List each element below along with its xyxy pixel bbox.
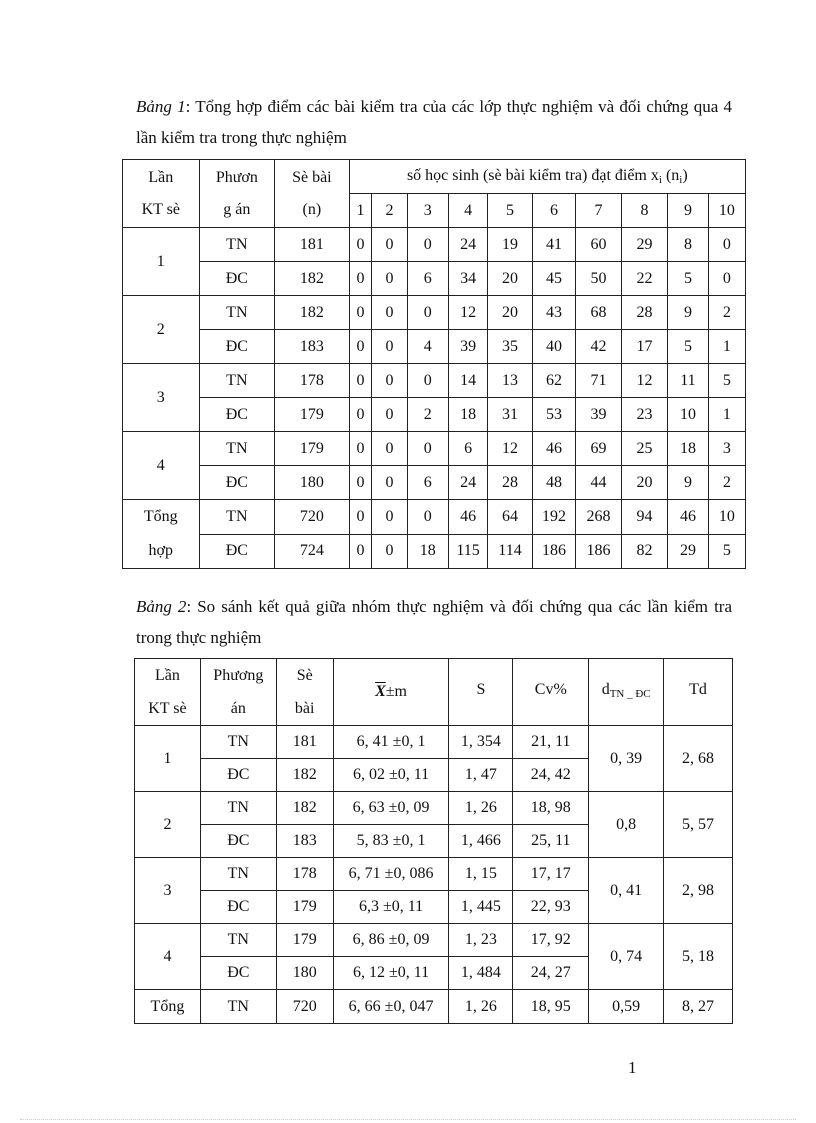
t1-header-score-span: số học sinh (sè bài kiểm tra) đạt điểm $x_i$ $(n_i)$ [349,160,745,194]
t1-cell: 20 [621,466,668,500]
t1-cell: 3 [708,432,745,466]
t1-cell: 18 [407,534,448,569]
t2-mean: 5, 83 ±0, 1 [333,825,449,858]
table2-caption [136,591,732,653]
table-row [135,858,733,891]
t1-cell: 82 [621,534,668,569]
t1-cell: 10 [668,398,708,432]
t1-score-header: 9 [668,194,708,228]
t2-total-s: 1, 26 [449,990,513,1024]
t1-cell: 4 [407,330,448,364]
t1-cell: 0 [407,228,448,262]
t1-cell: 0 [349,228,372,262]
t1-cell: 34 [448,262,487,296]
t2-mean: 6, 02 ±0, 11 [333,759,449,792]
t2-group-label: 2 [135,792,201,858]
t1-cell: 0 [372,228,407,262]
t2-mean: 6, 63 ±0, 09 [333,792,449,825]
t1-count: 181 [275,228,350,262]
t2-s: 1, 354 [449,726,513,759]
t1-cell: 2 [708,466,745,500]
t1-cell: 18 [668,432,708,466]
t1-count: 182 [275,296,350,330]
t1-method: TN [199,296,275,330]
t1-method: TN [199,364,275,398]
t1-cell: 0 [372,432,407,466]
t1-cell: 28 [621,296,668,330]
t2-s: 1, 466 [449,825,513,858]
t2-method: ĐC [200,957,276,990]
table-row [123,534,746,569]
table1-score-distribution [122,159,746,569]
t1-cell: 5 [708,364,745,398]
t2-mean: 6, 41 ±0, 1 [333,726,449,759]
t1-cell: 115 [448,534,487,569]
t1-cell: 0 [372,500,407,535]
t2-s: 1, 445 [449,891,513,924]
t2-total-label: Tổng [135,990,201,1024]
t1-cell: 114 [488,534,533,569]
table1-caption [136,91,732,153]
t1-cell: 9 [668,296,708,330]
table2-caption-label: Bảng 2 [136,597,187,616]
t1-cell: 20 [488,296,533,330]
t1-cell: 46 [448,500,487,535]
t1-cell: 6 [448,432,487,466]
t1-count: 179 [275,432,350,466]
t2-s: 1, 15 [449,858,513,891]
t1-cell: 40 [532,330,575,364]
t2-total-td: 8, 27 [664,990,733,1024]
t1-count: 183 [275,330,350,364]
t2-cv: 18, 98 [513,792,589,825]
t2-total-d: 0,59 [589,990,664,1024]
t1-cell: 12 [621,364,668,398]
t2-s: 1, 484 [449,957,513,990]
page-number: 1 [628,1058,637,1077]
t1-header-phuongan: Phươn g án [199,160,275,228]
table1-caption-label: Bảng 1 [136,97,186,116]
t1-cell: 1 [708,398,745,432]
t1-method: TN [199,432,275,466]
t1-cell: 0 [407,432,448,466]
t2-cv: 17, 17 [513,858,589,891]
t1-cell: 62 [532,364,575,398]
table-row-total [135,990,733,1024]
t2-total-cv: 18, 95 [513,990,589,1024]
t1-cell: 0 [349,262,372,296]
t1-score-header: 4 [448,194,487,228]
t1-cell: 0 [708,262,745,296]
t1-cell: 5 [708,534,745,569]
t1-cell: 0 [372,330,407,364]
t1-cell: 64 [488,500,533,535]
t2-cv: 24, 42 [513,759,589,792]
t1-cell: 12 [488,432,533,466]
table-row [123,432,746,466]
t2-group-label: 3 [135,858,201,924]
t2-count: 178 [276,858,333,891]
t1-score-header: 6 [532,194,575,228]
t1-cell: 25 [621,432,668,466]
t1-cell: 0 [407,296,448,330]
t1-score-header: 1 [349,194,372,228]
t1-cell: 18 [448,398,487,432]
t1-group-label: 2 [123,296,200,364]
t1-cell: 0 [349,466,372,500]
t2-method: ĐC [200,759,276,792]
t1-method: ĐC [199,534,275,569]
t1-cell: 23 [621,398,668,432]
t2-count: 179 [276,924,333,957]
t1-cell: 0 [349,296,372,330]
t1-cell: 0 [372,262,407,296]
t1-cell: 268 [576,500,622,535]
t2-total-mean: 6, 66 ±0, 047 [333,990,449,1024]
t2-cv: 21, 11 [513,726,589,759]
t1-cell: 0 [407,364,448,398]
t2-header-lan: Lần KT sè [135,659,201,726]
t1-cell: 5 [668,262,708,296]
table-row [123,330,746,364]
t2-td: 2, 98 [664,858,733,924]
t2-d: 0, 41 [589,858,664,924]
table-row [135,924,733,957]
t2-method: TN [200,858,276,891]
t1-cell: 22 [621,262,668,296]
table1-caption-text: : Tổng hợp điểm các bài kiểm tra của các lớp thực nghiệm và đối chứng qua 4 lần kiểm tra trong thực nghiệm [136,97,732,147]
t1-cell: 8 [668,228,708,262]
t1-cell: 0 [372,296,407,330]
t2-count: 180 [276,957,333,990]
t1-cell: 50 [576,262,622,296]
t1-group-label: 4 [123,432,200,500]
t1-group-label-line: hợp [148,542,174,559]
t1-cell: 186 [532,534,575,569]
t2-header-mean: $\overline{X}\pm m$ [333,659,449,726]
table-row [123,228,746,262]
t2-td: 5, 18 [664,924,733,990]
t1-method: ĐC [199,466,275,500]
t1-cell: 186 [576,534,622,569]
t1-cell: 0 [349,398,372,432]
t1-cell: 46 [532,432,575,466]
t2-group-label: 4 [135,924,201,990]
t2-count: 181 [276,726,333,759]
t2-header-cv: Cv% [513,659,589,726]
t2-mean: 6, 71 ±0, 086 [333,858,449,891]
t2-d: 0, 74 [589,924,664,990]
t2-td: 5, 57 [664,792,733,858]
t1-header-lan: Lần KT sè [123,160,200,228]
t1-count: 180 [275,466,350,500]
t1-score-header: 7 [576,194,622,228]
t1-cell: 0 [349,500,372,535]
t2-group-label: 1 [135,726,201,792]
t1-cell: 43 [532,296,575,330]
t1-cell: 68 [576,296,622,330]
table-row [135,792,733,825]
t2-cv: 25, 11 [513,825,589,858]
t1-cell: 17 [621,330,668,364]
t1-cell: 28 [488,466,533,500]
t1-cell: 12 [448,296,487,330]
t2-header-td: Td [664,659,733,726]
t1-cell: 0 [407,500,448,535]
t2-mean: 6, 12 ±0, 11 [333,957,449,990]
t1-group-label-line: Tổng [143,508,178,525]
t2-count: 182 [276,792,333,825]
table-row [123,364,746,398]
t1-cell: 0 [349,432,372,466]
t1-count: 720 [275,500,350,535]
t1-cell: 0 [349,534,372,569]
t1-score-header: 2 [372,194,407,228]
t2-count: 183 [276,825,333,858]
table-row [123,262,746,296]
t2-count: 182 [276,759,333,792]
t1-method: ĐC [199,262,275,296]
t1-cell: 24 [448,466,487,500]
t1-score-header: 5 [488,194,533,228]
t1-cell: 39 [448,330,487,364]
t1-cell: 42 [576,330,622,364]
table-row [123,500,746,535]
t1-group-label [123,500,200,569]
t1-method: ĐC [199,330,275,364]
table2-caption-text: : So sánh kết quả giữa nhóm thực nghiệm và đối chứng qua các lần kiểm tra trong thực nghiệm [136,597,732,647]
t2-cv: 22, 93 [513,891,589,924]
t1-cell: 24 [448,228,487,262]
t2-count: 179 [276,891,333,924]
t1-cell: 6 [407,262,448,296]
table2-comparison [134,658,733,1024]
t1-cell: 0 [708,228,745,262]
t1-cell: 39 [576,398,622,432]
t2-header-phuongan: Phương án [200,659,276,726]
t1-cell: 13 [488,364,533,398]
t1-cell: 20 [488,262,533,296]
t2-d: 0, 39 [589,726,664,792]
t1-cell: 48 [532,466,575,500]
t1-method: TN [199,500,275,535]
t2-mean: 6, 86 ±0, 09 [333,924,449,957]
t1-score-header: 3 [407,194,448,228]
t1-group-label: 3 [123,364,200,432]
t1-cell: 192 [532,500,575,535]
t1-cell: 35 [488,330,533,364]
t1-cell: 71 [576,364,622,398]
t1-cell: 14 [448,364,487,398]
t2-td: 2, 68 [664,726,733,792]
t2-header-d: $d_{TN \_ ĐC}$ [589,659,664,726]
t1-cell: 29 [621,228,668,262]
t1-cell: 0 [372,534,407,569]
t1-cell: 41 [532,228,575,262]
t2-header-s: S [449,659,513,726]
t2-total-n: 720 [276,990,333,1024]
t1-method: TN [199,228,275,262]
t1-method: ĐC [199,398,275,432]
t1-cell: 60 [576,228,622,262]
t1-cell: 10 [708,500,745,535]
t1-cell: 11 [668,364,708,398]
t1-cell: 31 [488,398,533,432]
t2-s: 1, 23 [449,924,513,957]
t1-cell: 29 [668,534,708,569]
t1-count: 179 [275,398,350,432]
t2-mean: 6,3 ±0, 11 [333,891,449,924]
t1-cell: 19 [488,228,533,262]
t1-cell: 0 [372,364,407,398]
t1-cell: 2 [708,296,745,330]
t2-d: 0,8 [589,792,664,858]
t2-method: TN [200,726,276,759]
t1-cell: 0 [372,398,407,432]
t2-method: TN [200,924,276,957]
t1-score-header: 8 [621,194,668,228]
t1-header-sebai: Sè bài (n) [275,160,350,228]
t1-count: 182 [275,262,350,296]
table-row [123,296,746,330]
t2-method: ĐC [200,825,276,858]
t1-group-label: 1 [123,228,200,296]
t2-header-sebai: Sè bài [276,659,333,726]
t1-score-header: 10 [708,194,745,228]
table-row [123,398,746,432]
t2-total-method: TN [200,990,276,1024]
table-row [123,466,746,500]
t1-cell: 45 [532,262,575,296]
t2-method: TN [200,792,276,825]
t1-cell: 46 [668,500,708,535]
t2-method: ĐC [200,891,276,924]
t1-cell: 94 [621,500,668,535]
t1-cell: 6 [407,466,448,500]
t1-cell: 9 [668,466,708,500]
t1-cell: 0 [372,466,407,500]
t2-s: 1, 47 [449,759,513,792]
t1-cell: 1 [708,330,745,364]
t1-cell: 0 [349,330,372,364]
table-row [135,726,733,759]
t2-s: 1, 26 [449,792,513,825]
t1-cell: 5 [668,330,708,364]
t2-cv: 17, 92 [513,924,589,957]
t2-cv: 24, 27 [513,957,589,990]
t1-count: 178 [275,364,350,398]
t1-cell: 44 [576,466,622,500]
t1-cell: 69 [576,432,622,466]
t1-cell: 2 [407,398,448,432]
t1-cell: 0 [349,364,372,398]
t1-count: 724 [275,534,350,569]
page-bottom-divider [20,1119,796,1120]
t1-cell: 53 [532,398,575,432]
